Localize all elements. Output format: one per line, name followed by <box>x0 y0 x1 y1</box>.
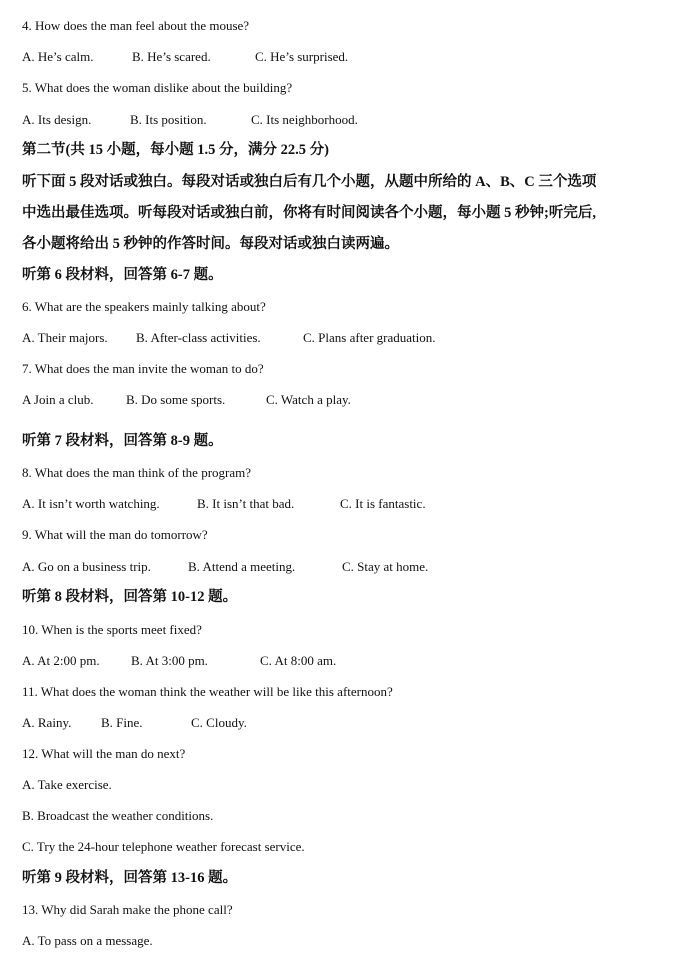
option-c: C. Plans after graduation. <box>303 330 436 345</box>
option-b: B. After-class activities. <box>136 330 261 345</box>
option-b: B. He’s scared. <box>132 49 211 64</box>
option-a: A. It isn’t worth watching. <box>22 496 160 511</box>
option-a: A. He’s calm. <box>22 49 94 64</box>
option-c: C. Its neighborhood. <box>251 112 358 127</box>
option-a: A. Rainy. <box>22 715 72 730</box>
option-b: B. Its position. <box>130 112 207 127</box>
question-12-stem: 12. What will the man do next? <box>22 746 186 761</box>
question-6-options <box>22 330 436 346</box>
question-12-option-c: C. Try the 24-hour telephone weather forecast service. <box>22 839 305 854</box>
question-7-options <box>22 392 351 408</box>
option-c: C. It is fantastic. <box>340 496 426 511</box>
option-a: A. At 2:00 pm. <box>22 653 100 668</box>
question-11-stem: 11. What does the woman think the weather will be like this afternoon? <box>22 684 393 699</box>
option-b: B. Attend a meeting. <box>188 559 296 574</box>
question-13-option-a: A. To pass on a message. <box>22 933 153 948</box>
section-instructions-line-1: 听下面 5 段对话或独白。每段对话或独白后有几个小题，从题中所给的 A、B、C 三个选项 <box>22 174 597 190</box>
question-5-stem: 5. What does the woman dislike about the building? <box>22 80 293 95</box>
question-8-options <box>22 496 426 512</box>
question-13-stem: 13. Why did Sarah make the phone call? <box>22 902 233 917</box>
section-instructions-line-3: 各小题将给出 5 秒钟的作答时间。每段对话或独白读两遍。 <box>22 236 399 252</box>
option-b: B. At 3:00 pm. <box>131 653 208 668</box>
question-4-options <box>22 49 348 65</box>
option-a: A. Its design. <box>22 112 92 127</box>
option-a: A. Go on a business trip. <box>22 559 151 574</box>
option-b: B. Do some sports. <box>126 392 226 407</box>
question-9-stem: 9. What will the man do tomorrow? <box>22 527 208 542</box>
option-b: B. Fine. <box>101 715 143 730</box>
option-c: C. Cloudy. <box>191 715 247 730</box>
question-10-stem: 10. When is the sports meet fixed? <box>22 622 202 637</box>
passage-8-heading: 听第 8 段材料，回答第 10-12 题。 <box>22 589 238 605</box>
option-b: B. It isn’t that bad. <box>197 496 295 511</box>
question-11-options <box>22 715 247 731</box>
question-9-options <box>22 559 428 575</box>
passage-9-heading: 听第 9 段材料，回答第 13-16 题。 <box>22 870 238 886</box>
option-a: A Join a club. <box>22 392 94 407</box>
question-5-options <box>22 112 358 128</box>
section-heading: 第二节(共 15 小题，每小题 1.5 分，满分 22.5 分) <box>22 142 329 158</box>
question-4-stem: 4. How does the man feel about the mouse? <box>22 18 250 33</box>
option-c: C. Stay at home. <box>342 559 429 574</box>
question-7-stem: 7. What does the man invite the woman to do? <box>22 361 264 376</box>
question-6-stem: 6. What are the speakers mainly talking about? <box>22 299 266 314</box>
question-8-stem: 8. What does the man think of the program? <box>22 465 252 480</box>
option-a: A. Their majors. <box>22 330 108 345</box>
section-instructions-line-2: 中选出最佳选项。听每段对话或独白前，你将有时间阅读各个小题，每小题 5 秒钟;听完后, <box>22 205 596 221</box>
option-c: C. He’s surprised. <box>255 49 349 64</box>
passage-7-heading: 听第 7 段材料，回答第 8-9 题。 <box>22 433 223 449</box>
passage-6-heading: 听第 6 段材料，回答第 6-7 题。 <box>22 267 223 283</box>
question-12-option-a: A. Take exercise. <box>22 777 112 792</box>
question-10-options <box>22 653 336 669</box>
option-c: C. At 8:00 am. <box>260 653 337 668</box>
question-12-option-b: B. Broadcast the weather conditions. <box>22 808 214 823</box>
option-c: C. Watch a play. <box>266 392 351 407</box>
